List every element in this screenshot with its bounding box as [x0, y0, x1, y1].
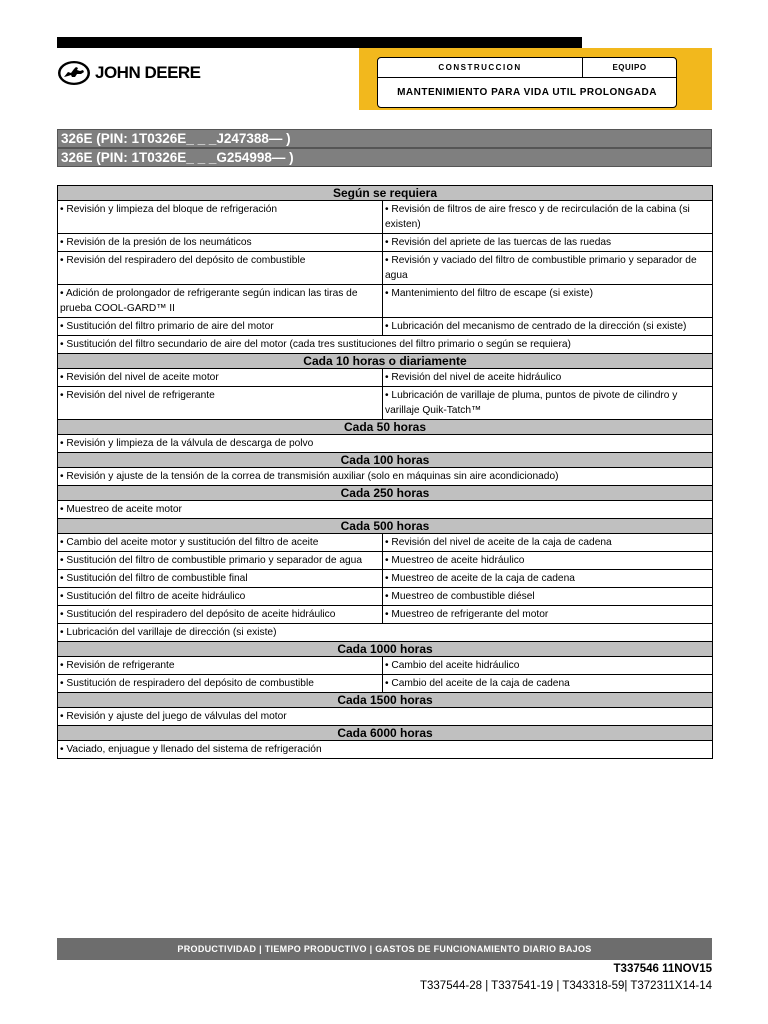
task-cell: • Lubricación del varillaje de dirección (si existe) — [58, 624, 713, 642]
document-title: MANTENIMIENTO PARA VIDA UTIL PROLONGADA — [397, 87, 657, 98]
table-row — [58, 336, 713, 354]
table-row — [58, 285, 713, 318]
section-header-row — [58, 186, 713, 201]
task-cell: • Muestreo de refrigerante del motor — [383, 606, 713, 624]
task-cell: • Sustitución del filtro de combustible final — [58, 570, 383, 588]
section-title: Cada 100 horas — [58, 453, 713, 468]
table-row — [58, 708, 713, 726]
table-row — [58, 252, 713, 285]
task-cell: • Muestreo de aceite motor — [58, 501, 713, 519]
header-box — [377, 57, 677, 108]
table-row — [58, 675, 713, 693]
document-code: T337546 11NOV15 — [613, 963, 712, 975]
task-cell: • Cambio del aceite motor y sustitución del filtro de aceite — [58, 534, 383, 552]
task-cell: • Muestreo de aceite hidráulico — [383, 552, 713, 570]
task-cell: • Cambio del aceite hidráulico — [383, 657, 713, 675]
task-cell: • Muestreo de combustible diésel — [383, 588, 713, 606]
task-cell: • Sustitución del respiradero del depósito de aceite hidráulico — [58, 606, 383, 624]
section-title: Cada 1000 horas — [58, 642, 713, 657]
task-cell: • Cambio del aceite de la caja de cadena — [383, 675, 713, 693]
task-cell: • Revisión del nivel de aceite motor — [58, 369, 383, 387]
task-cell: • Revisión del nivel de aceite de la caja de cadena — [383, 534, 713, 552]
sector-label: CONSTRUCCION — [378, 58, 583, 78]
table-row — [58, 468, 713, 486]
task-cell: • Revisión y ajuste del juego de válvulas del motor — [58, 708, 713, 726]
table-row — [58, 501, 713, 519]
task-cell: • Revisión del nivel de aceite hidráulico — [383, 369, 713, 387]
task-cell: • Sustitución del filtro secundario de aire del motor (cada tres sustituciones del filtro primario o según se requiera) — [58, 336, 713, 354]
model-row-1: 326E (PIN: 1T0326E_ _ _J247388— ) — [57, 129, 712, 148]
section-header-row — [58, 726, 713, 741]
table-row — [58, 369, 713, 387]
task-cell: • Mantenimiento del filtro de escape (si existe) — [383, 285, 713, 318]
task-cell: • Sustitución del filtro de aceite hidráulico — [58, 588, 383, 606]
task-cell: • Sustitución de respiradero del depósito de combustible — [58, 675, 383, 693]
section-title: Cada 250 horas — [58, 486, 713, 501]
task-cell: • Revisión del nivel de refrigerante — [58, 387, 383, 420]
equipo-label: EQUIPO — [583, 58, 676, 78]
john-deere-logo — [57, 59, 201, 87]
footer-tagline-bar: PRODUCTIVIDAD | TIEMPO PRODUCTIVO | GASTOS DE FUNCIONAMIENTO DIARIO BAJOS — [57, 938, 712, 960]
table-row — [58, 570, 713, 588]
table-row — [58, 318, 713, 336]
brand-name: JOHN DEERE — [95, 63, 201, 82]
table-row — [58, 741, 713, 759]
task-cell: • Lubricación del mecanismo de centrado de la dirección (si existe) — [383, 318, 713, 336]
model-row-2: 326E (PIN: 1T0326E_ _ _G254998— ) — [57, 148, 712, 167]
section-header-row — [58, 519, 713, 534]
reference-numbers: T337544-28 | T337541-19 | T343318-59| T372311X14-14 — [419, 980, 712, 992]
table-row — [58, 588, 713, 606]
section-header-row — [58, 642, 713, 657]
task-cell: • Revisión de la presión de los neumáticos — [58, 234, 383, 252]
section-title: Cada 6000 horas — [58, 726, 713, 741]
section-header-row — [58, 453, 713, 468]
task-cell: • Revisión del respiradero del depósito de combustible — [58, 252, 383, 285]
table-row — [58, 387, 713, 420]
table-row — [58, 534, 713, 552]
table-row — [58, 234, 713, 252]
section-title: Cada 50 horas — [58, 420, 713, 435]
section-title: Según se requiera — [58, 186, 713, 201]
table-row — [58, 624, 713, 642]
deer-icon — [57, 60, 91, 86]
table-row — [58, 435, 713, 453]
section-header-row — [58, 693, 713, 708]
section-header-row — [58, 420, 713, 435]
task-cell: • Adición de prolongador de refrigerante según indican las tiras de prueba COOL-GARD™ II — [58, 285, 383, 318]
task-cell: • Revisión y vaciado del filtro de combustible primario y separador de agua — [383, 252, 713, 285]
section-title: Cada 1500 horas — [58, 693, 713, 708]
section-title: Cada 10 horas o diariamente — [58, 354, 713, 369]
task-cell: • Sustitución del filtro primario de aire del motor — [58, 318, 383, 336]
task-cell: • Revisión y ajuste de la tensión de la correa de transmisión auxiliar (solo en máquinas sin aire acondicionado) — [58, 468, 713, 486]
section-title: Cada 500 horas — [58, 519, 713, 534]
task-cell: • Revisión y limpieza de la válvula de descarga de polvo — [58, 435, 713, 453]
task-cell: • Revisión de refrigerante — [58, 657, 383, 675]
task-cell: • Revisión del apriete de las tuercas de las ruedas — [383, 234, 713, 252]
top-black-bar — [57, 37, 582, 48]
task-cell: • Muestreo de aceite de la caja de cadena — [383, 570, 713, 588]
task-cell: • Lubricación de varillaje de pluma, puntos de pivote de cilindro y varillaje Quik-Tatch™ — [383, 387, 713, 420]
task-cell: • Sustitución del filtro de combustible primario y separador de agua — [58, 552, 383, 570]
maintenance-schedule-table — [57, 185, 713, 759]
table-row — [58, 606, 713, 624]
task-cell: • Vaciado, enjuague y llenado del sistema de refrigeración — [58, 741, 713, 759]
task-cell: • Revisión de filtros de aire fresco y de recirculación de la cabina (si existen) — [383, 201, 713, 234]
table-row — [58, 657, 713, 675]
task-cell: • Revisión y limpieza del bloque de refrigeración — [58, 201, 383, 234]
section-header-row — [58, 354, 713, 369]
section-header-row — [58, 486, 713, 501]
table-row — [58, 552, 713, 570]
table-row — [58, 201, 713, 234]
